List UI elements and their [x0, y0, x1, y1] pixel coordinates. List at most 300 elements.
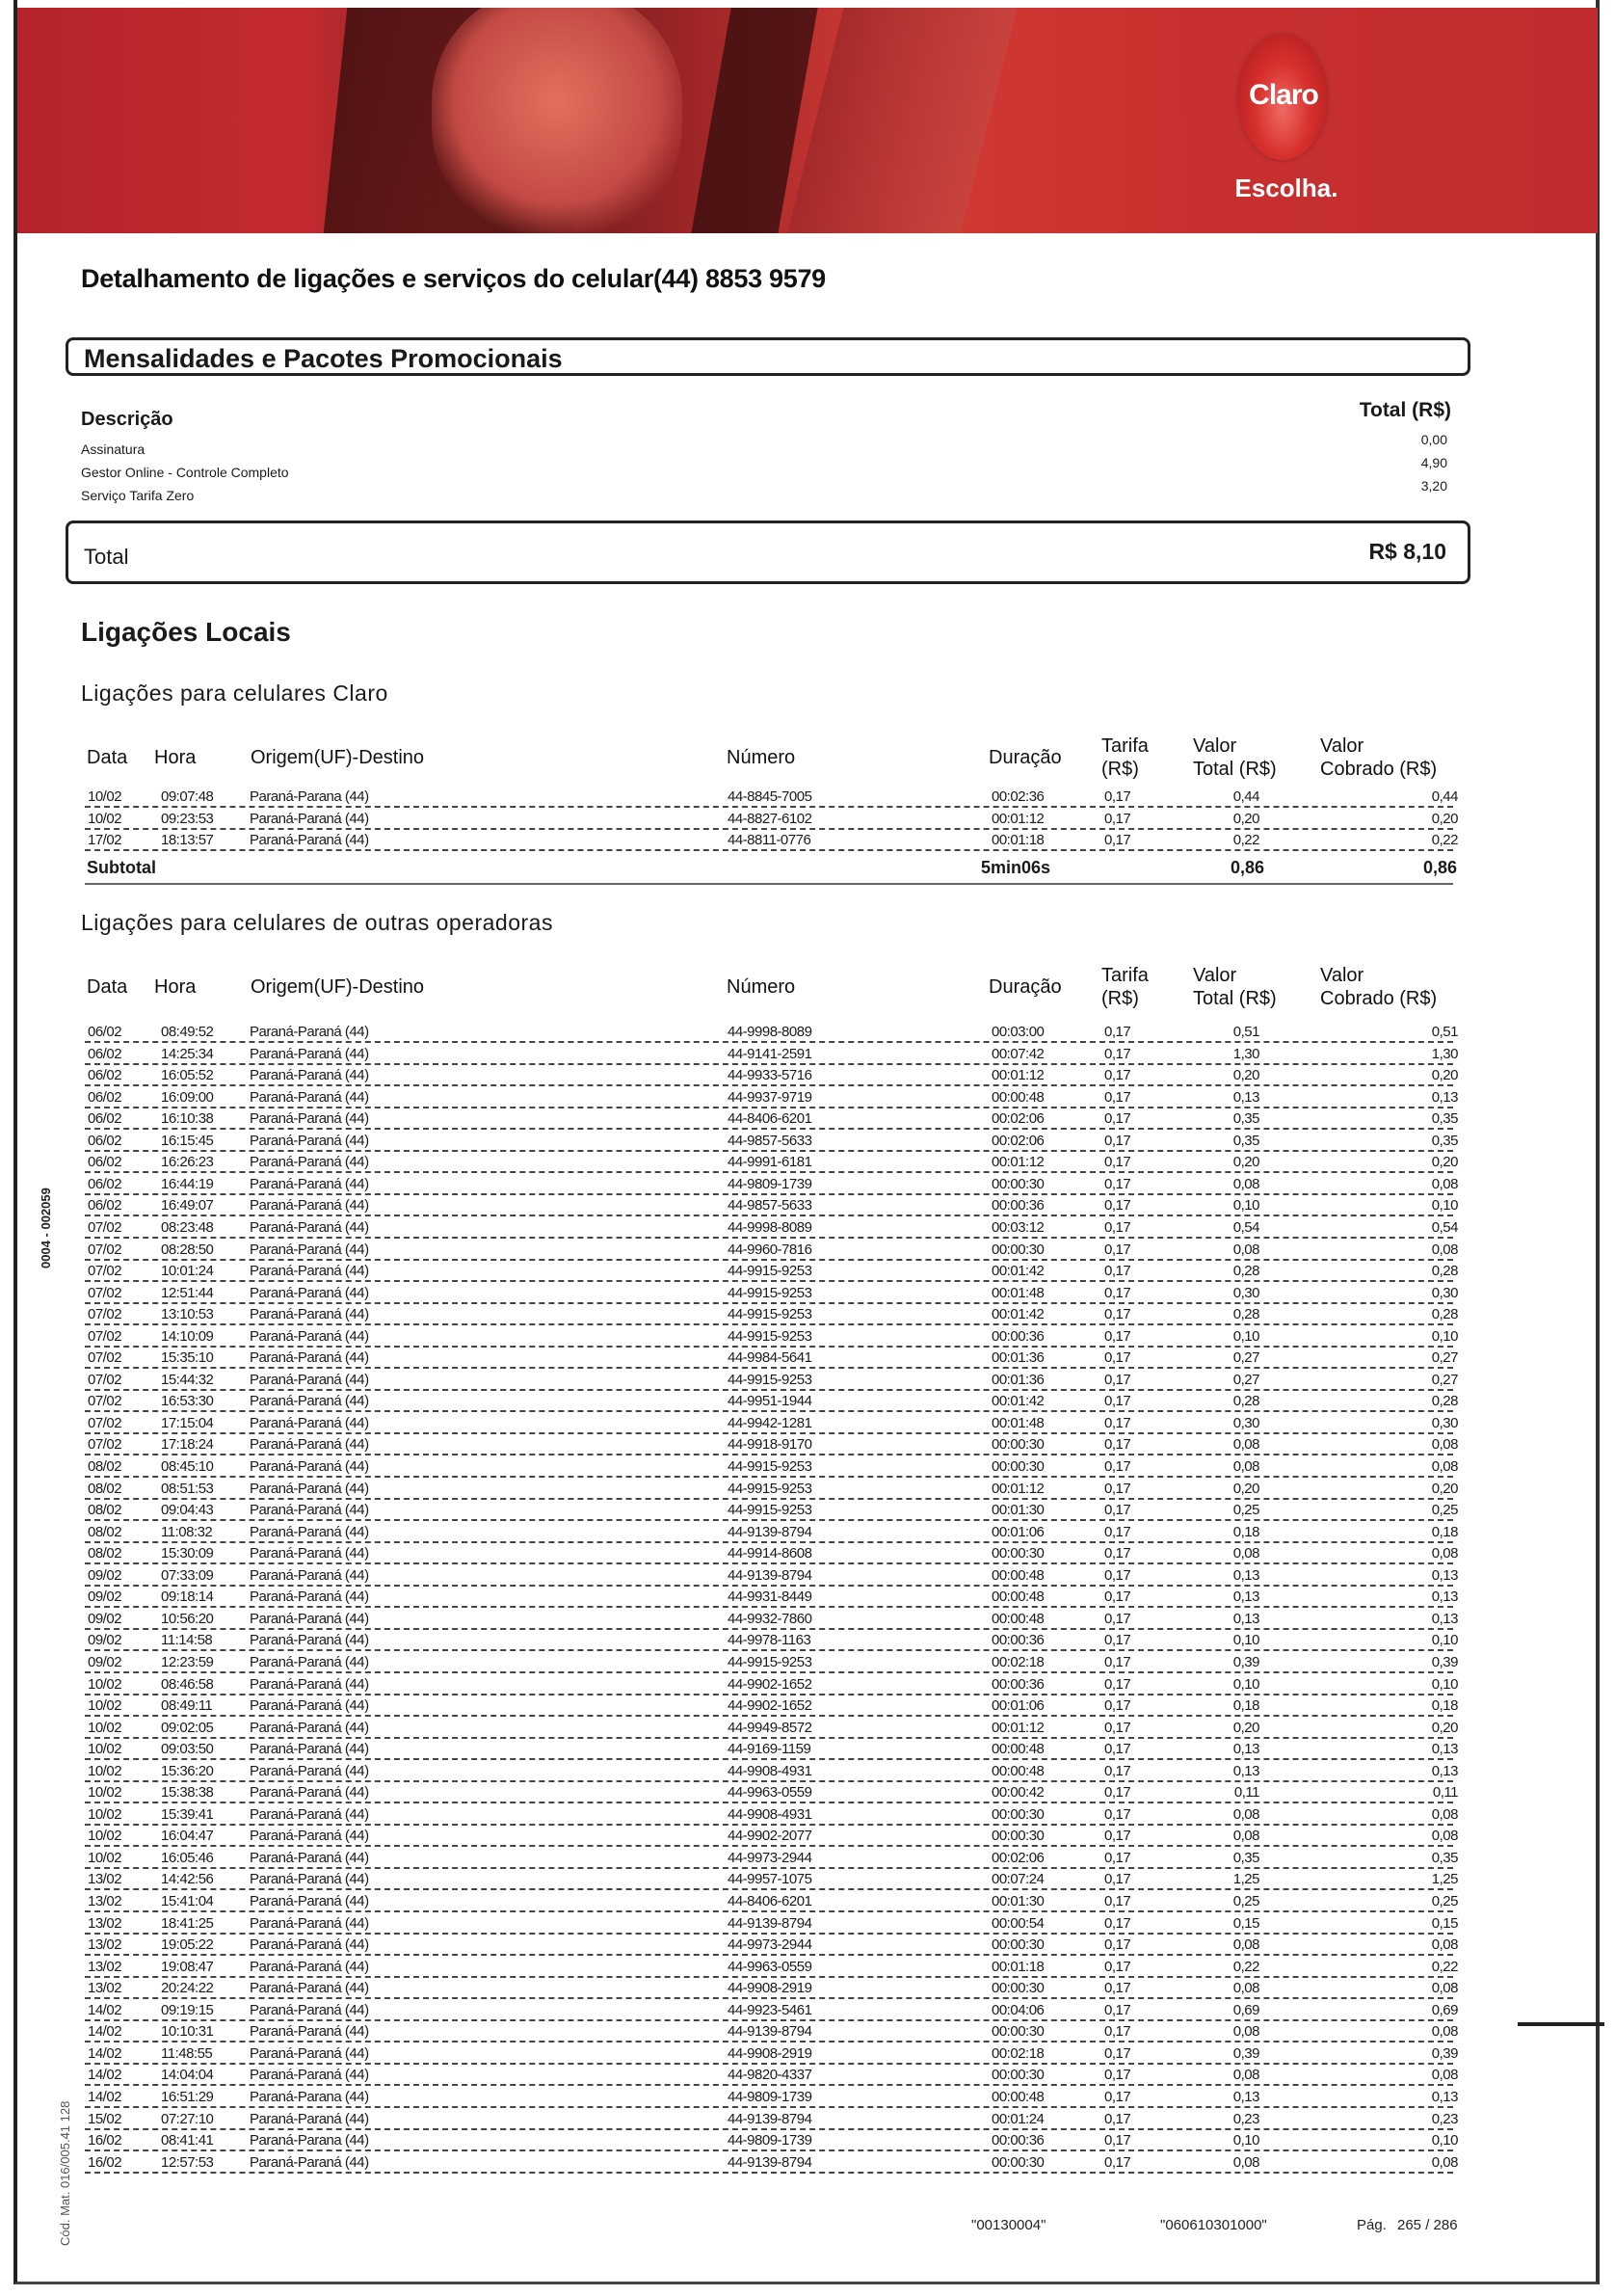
cell-hora: 16:51:29 [161, 2088, 214, 2105]
col-hora: Hora [154, 747, 197, 768]
table-row [85, 1498, 1458, 1521]
table-row [85, 1694, 1458, 1717]
cell-valor-cobrado: 0,25 [1431, 1893, 1458, 1909]
cell-hora: 08:49:11 [161, 1697, 213, 1715]
cell-valor-cobrado: 0,27 [1431, 1349, 1458, 1367]
cell-hora: 13:10:53 [161, 1306, 214, 1323]
cell-tarifa: 0,17 [1104, 1175, 1131, 1192]
cell-hora: 16:09:00 [161, 1088, 214, 1106]
table-row [85, 1716, 1458, 1739]
cell-hora: 17:15:04 [161, 1414, 214, 1431]
cell-hora: 07:33:09 [161, 1566, 214, 1584]
cell-origem: Paraná-Parana (44) [250, 2132, 369, 2149]
cell-hora: 12:51:44 [161, 1284, 214, 1301]
cell-duracao: 00:00:30 [992, 2023, 1045, 2041]
cell-valor-total: 0,22 [1232, 832, 1259, 848]
cell-hora: 15:44:32 [161, 1371, 214, 1388]
cell-numero: 44-9960-7816 [728, 1241, 812, 1258]
cell-origem: Paraná-Paraná (44) [250, 1088, 369, 1106]
cell-numero: 44-9998-8089 [728, 1218, 812, 1236]
brand-tagline: Escolha. [1234, 174, 1338, 202]
edge-mark [1518, 2022, 1604, 2026]
cell-data: 07/02 [88, 1349, 122, 1367]
cell-duracao: 00:01:30 [992, 1502, 1045, 1519]
cell-valor-cobrado: 0,10 [1431, 1197, 1458, 1215]
cell-origem: Paraná-Paraná (44) [250, 1241, 369, 1258]
cell-tarifa: 0,17 [1104, 1762, 1131, 1779]
header-banner [17, 8, 1598, 233]
cell-valor-total: 0,20 [1232, 1067, 1259, 1084]
cell-valor-cobrado: 0,20 [1431, 1154, 1458, 1171]
cell-tarifa: 0,17 [1104, 1393, 1131, 1410]
cell-duracao: 00:00:36 [992, 1632, 1045, 1649]
cell-tarifa: 0,17 [1104, 1632, 1131, 1649]
cell-numero: 44-9141-2591 [728, 1045, 812, 1062]
footer-page-number: 265 / 286 [1397, 2217, 1458, 2233]
cell-duracao: 00:01:48 [992, 1284, 1045, 1301]
cell-numero: 44-9915-9253 [728, 1502, 812, 1519]
cell-valor-cobrado: 0,13 [1431, 1088, 1458, 1106]
cell-valor-total: 0,08 [1232, 1828, 1259, 1845]
cell-origem: Paraná-Paraná (44) [250, 1154, 369, 1171]
cell-hora: 14:04:04 [161, 2067, 214, 2084]
cell-valor-total: 0,10 [1232, 1197, 1259, 1215]
cell-data: 10/02 [88, 1697, 122, 1715]
cell-origem: Paraná-Paraná (44) [250, 1349, 369, 1367]
cell-duracao: 00:00:48 [992, 1741, 1045, 1758]
cell-numero: 44-9914-8608 [728, 1545, 812, 1562]
cell-data: 14/02 [88, 2044, 122, 2062]
cell-numero: 44-9973-2944 [728, 1936, 812, 1954]
cell-data: 07/02 [88, 1393, 122, 1410]
cell-data: 08/02 [88, 1458, 122, 1475]
col-tarifa: Tarifa [1101, 735, 1149, 757]
cell-tarifa: 0,17 [1104, 2110, 1131, 2127]
cell-valor-cobrado: 0,69 [1431, 2001, 1458, 2018]
cell-origem: Paraná-Paraná (44) [250, 2044, 369, 2062]
cell-origem: Paraná-Paraná (44) [250, 1675, 369, 1693]
cell-valor-cobrado: 0,39 [1431, 2044, 1458, 2062]
table-row [85, 1672, 1458, 1695]
section-title: Ligações Locais [81, 617, 291, 647]
table-row [85, 1563, 1458, 1587]
cell-duracao: 00:01:30 [992, 1893, 1045, 1909]
cell-hora: 18:13:57 [161, 832, 214, 848]
cell-origem: Paraná-Paraná (44) [250, 1805, 369, 1823]
cell-tarifa: 0,17 [1104, 1871, 1131, 1888]
mensalidade-total: 3,20 [1420, 478, 1447, 494]
cell-hora: 08:45:10 [161, 1458, 214, 1475]
cell-valor-cobrado: 0,35 [1431, 1849, 1458, 1866]
table-row [85, 1911, 1458, 1935]
cell-duracao: 00:01:12 [992, 1067, 1045, 1084]
cell-hora: 17:18:24 [161, 1436, 214, 1454]
col-tarifa-unit: (R$) [1101, 988, 1139, 1009]
cell-data: 13/02 [88, 1936, 122, 1954]
cell-data: 14/02 [88, 2088, 122, 2105]
table-row [85, 1281, 1458, 1304]
cell-duracao: 00:00:30 [992, 1980, 1045, 1997]
cell-numero: 44-9139-8794 [728, 2153, 812, 2171]
cell-valor-total: 0,08 [1232, 2023, 1259, 2041]
cell-numero: 44-9902-1652 [728, 1697, 812, 1715]
cell-valor-cobrado: 0,08 [1431, 1436, 1458, 1454]
table-row [85, 1802, 1458, 1826]
col-valor-total: Valor [1193, 735, 1237, 757]
cell-origem: Paraná-Paraná (44) [250, 2001, 369, 2018]
cell-data: 14/02 [88, 2023, 122, 2041]
cell-valor-cobrado: 0,13 [1431, 1566, 1458, 1584]
cell-valor-cobrado: 0,20 [1431, 1480, 1458, 1497]
cell-numero: 44-9809-1739 [728, 1175, 812, 1192]
cell-duracao: 00:01:36 [992, 1349, 1045, 1367]
cell-tarifa: 0,17 [1104, 1893, 1131, 1909]
cell-tarifa: 0,17 [1104, 1805, 1131, 1823]
mensalidade-total: 0,00 [1420, 432, 1447, 447]
cell-duracao: 00:02:06 [992, 1849, 1045, 1866]
col-origem: Origem(UF)-Destino [251, 747, 425, 768]
cell-tarifa: 0,17 [1104, 1349, 1131, 1367]
cell-origem: Paraná-Paraná (44) [250, 1828, 369, 1845]
cell-duracao: 00:00:30 [992, 1241, 1045, 1258]
cell-valor-cobrado: 1,30 [1431, 1045, 1458, 1062]
cell-tarifa: 0,17 [1104, 2067, 1131, 2084]
cell-duracao: 00:01:12 [992, 810, 1045, 827]
cell-tarifa: 0,17 [1104, 1719, 1131, 1736]
cell-numero: 44-9908-4931 [728, 1762, 812, 1779]
cell-tarifa: 0,17 [1104, 2088, 1131, 2105]
cell-numero: 44-9915-9253 [728, 1480, 812, 1497]
cell-data: 10/02 [88, 1675, 122, 1693]
cell-hora: 10:10:31 [161, 2023, 214, 2041]
table-row [85, 1389, 1458, 1412]
brand-name: Claro [1249, 79, 1318, 111]
cell-valor-total: 0,11 [1233, 1784, 1259, 1802]
cell-numero: 44-9957-1075 [728, 1871, 812, 1888]
cell-valor-cobrado: 0,15 [1431, 1914, 1458, 1932]
cell-hora: 14:25:34 [161, 1045, 214, 1062]
table-row [85, 1432, 1458, 1455]
cell-numero: 44-9139-8794 [728, 2110, 812, 2127]
cell-valor-total: 0,18 [1232, 1523, 1259, 1540]
col-valor-total: Valor [1193, 965, 1237, 986]
cell-duracao: 00:01:06 [992, 1697, 1045, 1715]
cell-origem: Paraná-Paraná (44) [250, 2023, 369, 2041]
cell-origem: Paraná-Paraná (44) [250, 2110, 369, 2127]
cell-hora: 07:27:10 [161, 2110, 214, 2127]
cell-duracao: 00:02:18 [992, 2044, 1045, 2062]
cell-numero: 44-9915-9253 [728, 1263, 812, 1280]
cell-origem: Paraná-Paraná (44) [250, 1697, 369, 1715]
cell-duracao: 00:01:06 [992, 1523, 1045, 1540]
cell-hora: 15:38:38 [161, 1784, 214, 1802]
cell-numero: 44-9933-5716 [728, 1067, 812, 1084]
cell-hora: 09:23:53 [161, 810, 214, 827]
cell-duracao: 00:00:36 [992, 1327, 1045, 1345]
cell-origem: Paraná-Paraná (44) [250, 1024, 369, 1040]
cell-numero: 44-9915-9253 [728, 1458, 812, 1475]
cell-data: 13/02 [88, 1914, 122, 1932]
cell-valor-total: 0,20 [1232, 810, 1259, 827]
table-row [85, 1889, 1458, 1912]
cell-data: 07/02 [88, 1263, 122, 1280]
cell-duracao: 00:02:18 [992, 1653, 1045, 1670]
cell-numero: 44-9908-2919 [728, 1980, 812, 1997]
table-row [85, 1238, 1458, 1261]
cell-valor-total: 0,08 [1232, 1805, 1259, 1823]
table-row [85, 1215, 1458, 1239]
cell-valor-total: 0,10 [1232, 2132, 1259, 2149]
cell-duracao: 00:00:30 [992, 2153, 1045, 2171]
cell-data: 14/02 [88, 2001, 122, 2018]
cell-origem: Paraná-Paraná (44) [250, 1893, 369, 1909]
cell-data: 07/02 [88, 1306, 122, 1323]
cell-numero: 44-9931-8449 [728, 1589, 812, 1606]
cell-tarifa: 0,17 [1104, 1132, 1131, 1149]
cell-numero: 44-9984-5641 [728, 1349, 812, 1367]
cell-valor-total: 0,23 [1232, 2110, 1259, 2127]
cell-hora: 20:24:22 [161, 1980, 214, 1997]
cell-valor-total: 0,28 [1232, 1263, 1259, 1280]
cell-valor-total: 0,10 [1232, 1632, 1259, 1649]
cell-numero: 44-9139-8794 [728, 1914, 812, 1932]
col-hora: Hora [154, 976, 197, 998]
cell-numero: 44-9949-8572 [728, 1719, 812, 1736]
cell-origem: Paraná-Paraná (44) [250, 1132, 369, 1149]
cell-origem: Paraná-Paraná (44) [250, 1589, 369, 1606]
cell-tarifa: 0,17 [1104, 1110, 1131, 1128]
cell-hora: 09:19:15 [161, 2001, 214, 2018]
col-tarifa: Tarifa [1101, 965, 1149, 986]
cell-tarifa: 0,17 [1104, 1241, 1131, 1258]
table-row [85, 1780, 1458, 1803]
cell-numero: 44-9915-9253 [728, 1653, 812, 1670]
cell-origem: Paraná-Paraná (44) [250, 1784, 369, 1802]
cell-numero: 44-8845-7005 [728, 788, 812, 805]
table-row [85, 2063, 1458, 2086]
cell-data: 16/02 [88, 2153, 122, 2171]
cell-duracao: 00:00:42 [992, 1784, 1045, 1802]
cell-valor-total: 0,54 [1232, 1218, 1259, 1236]
cell-valor-cobrado: 0,20 [1431, 1067, 1458, 1084]
subtotal-label: Subtotal [87, 858, 156, 877]
cell-duracao: 00:00:30 [992, 1175, 1045, 1192]
col-numero: Número [727, 976, 796, 998]
cell-origem: Paraná-Paraná (44) [250, 1436, 369, 1454]
cell-hora: 08:46:58 [161, 1675, 214, 1693]
table-row [85, 2085, 1458, 2108]
cell-origem: Paraná-Paraná (44) [250, 1480, 369, 1497]
cell-valor-cobrado: 0,10 [1431, 2132, 1458, 2149]
cell-duracao: 00:01:42 [992, 1306, 1045, 1323]
cell-origem: Paraná-Parana (44) [250, 788, 369, 805]
cell-valor-total: 0,30 [1232, 1284, 1259, 1301]
cell-tarifa: 0,17 [1104, 1045, 1131, 1062]
cell-valor-total: 0,44 [1232, 788, 1259, 805]
cell-valor-cobrado: 0,13 [1431, 1762, 1458, 1779]
cell-numero: 44-9857-5633 [728, 1197, 812, 1215]
cell-numero: 44-9937-9719 [728, 1088, 812, 1106]
cell-origem: Paraná-Paraná (44) [250, 1175, 369, 1192]
cell-data: 10/02 [88, 788, 122, 805]
cell-valor-total: 0,08 [1232, 2153, 1259, 2171]
cell-data: 09/02 [88, 1653, 122, 1670]
cell-hora: 11:08:32 [161, 1523, 213, 1540]
cell-valor-total: 1,25 [1232, 1871, 1259, 1888]
cell-valor-total: 0,08 [1232, 1458, 1259, 1475]
table-row [85, 2019, 1458, 2042]
cell-duracao: 00:00:36 [992, 2132, 1045, 2149]
cell-numero: 44-9998-8089 [728, 1024, 812, 1040]
cell-tarifa: 0,17 [1104, 1067, 1131, 1084]
cell-valor-cobrado: 0,08 [1431, 1545, 1458, 1562]
cell-data: 10/02 [88, 1719, 122, 1736]
cell-duracao: 00:00:48 [992, 1589, 1045, 1606]
cell-duracao: 00:00:30 [992, 1936, 1045, 1954]
cell-hora: 09:18:14 [161, 1589, 214, 1606]
cell-tarifa: 0,17 [1104, 1980, 1131, 1997]
cell-data: 06/02 [88, 1045, 122, 1062]
cell-origem: Paraná-Parana (44) [250, 2088, 369, 2105]
cell-duracao: 00:01:18 [992, 832, 1045, 848]
cell-tarifa: 0,17 [1104, 1545, 1131, 1562]
cell-tarifa: 0,17 [1104, 1849, 1131, 1866]
cell-origem: Paraná-Paraná (44) [250, 1936, 369, 1954]
table-row [85, 1193, 1458, 1216]
cell-valor-total: 0,08 [1232, 1175, 1259, 1192]
cell-data: 10/02 [88, 1849, 122, 1866]
cell-tarifa: 0,17 [1104, 1589, 1131, 1606]
cell-tarifa: 0,17 [1104, 1502, 1131, 1519]
table-row [85, 1976, 1458, 1999]
table-row [85, 1607, 1458, 1630]
cell-numero: 44-9991-6181 [728, 1154, 812, 1171]
cell-numero: 44-9902-1652 [728, 1675, 812, 1693]
table-row [85, 807, 1458, 830]
cell-data: 07/02 [88, 1284, 122, 1301]
cell-origem: Paraná-Paraná (44) [250, 1045, 369, 1062]
cell-valor-total: 0,69 [1232, 2001, 1259, 2018]
col-valor-total-unit: Total (R$) [1193, 759, 1277, 780]
cell-origem: Paraná-Paraná (44) [250, 1110, 369, 1128]
cell-data: 07/02 [88, 1218, 122, 1236]
table-row [85, 2107, 1458, 2130]
cell-numero: 44-9932-7860 [728, 1610, 812, 1627]
cell-hora: 09:02:05 [161, 1719, 214, 1736]
cell-valor-total: 0,08 [1232, 1241, 1259, 1258]
cell-valor-total: 0,13 [1232, 1589, 1259, 1606]
table-row [85, 1063, 1458, 1086]
cell-duracao: 00:00:30 [992, 1805, 1045, 1823]
cell-valor-total: 0,13 [1232, 1566, 1259, 1584]
cell-hora: 16:49:07 [161, 1197, 214, 1215]
cell-valor-total: 0,08 [1232, 1936, 1259, 1954]
cell-hora: 15:36:20 [161, 1762, 214, 1779]
table-row [85, 1455, 1458, 1478]
cell-numero: 44-9963-0559 [728, 1784, 812, 1802]
cell-numero: 44-9915-9253 [728, 1284, 812, 1301]
cell-hora: 15:35:10 [161, 1349, 214, 1367]
cell-data: 10/02 [88, 1762, 122, 1779]
col-valor-cobrado: Valor [1320, 965, 1364, 986]
cell-hora: 15:39:41 [161, 1805, 214, 1823]
cell-hora: 10:01:24 [161, 1263, 214, 1280]
table-row [85, 1846, 1458, 1869]
cell-numero: 44-9915-9253 [728, 1327, 812, 1345]
cell-data: 06/02 [88, 1175, 122, 1192]
table-row [85, 2150, 1458, 2174]
cell-valor-cobrado: 0,08 [1431, 2067, 1458, 2084]
cell-duracao: 00:00:36 [992, 1675, 1045, 1693]
cell-valor-cobrado: 0,25 [1431, 1502, 1458, 1519]
cell-tarifa: 0,17 [1104, 832, 1131, 848]
cell-numero: 44-8406-6201 [728, 1893, 812, 1909]
cell-valor-total: 0,13 [1232, 2088, 1259, 2105]
cell-numero: 44-9915-9253 [728, 1371, 812, 1388]
mensalidade-total: 4,90 [1420, 455, 1447, 470]
table-row [85, 1150, 1458, 1173]
cell-origem: Paraná-Paraná (44) [250, 1067, 369, 1084]
cell-duracao: 00:01:42 [992, 1263, 1045, 1280]
cell-tarifa: 0,17 [1104, 1088, 1131, 1106]
cell-valor-total: 0,08 [1232, 1545, 1259, 1562]
table-row [85, 1346, 1458, 1369]
cell-numero: 44-9951-1944 [728, 1393, 812, 1410]
cell-valor-total: 0,30 [1232, 1414, 1259, 1431]
cell-tarifa: 0,17 [1104, 1414, 1131, 1431]
cell-valor-cobrado: 0,08 [1431, 1241, 1458, 1258]
mensalidades-title: Mensalidades e Pacotes Promocionais [84, 344, 563, 373]
col-origem: Origem(UF)-Destino [251, 976, 425, 998]
cell-valor-cobrado: 0,22 [1431, 1958, 1458, 1975]
cell-valor-cobrado: 0,30 [1431, 1414, 1458, 1431]
total-label: Total [84, 545, 129, 569]
cell-data: 06/02 [88, 1154, 122, 1171]
cell-duracao: 00:01:42 [992, 1393, 1045, 1410]
banner-photo-arm [781, 8, 1027, 233]
table-row [85, 1368, 1458, 1391]
cell-data: 07/02 [88, 1327, 122, 1345]
cell-hora: 11:48:55 [161, 2044, 213, 2062]
cell-duracao: 00:00:30 [992, 1458, 1045, 1475]
cell-numero: 44-8406-6201 [728, 1110, 812, 1128]
cell-valor-cobrado: 0,08 [1431, 2023, 1458, 2041]
cell-hora: 16:10:38 [161, 1110, 214, 1128]
cell-data: 09/02 [88, 1632, 122, 1649]
cell-origem: Paraná-Paraná (44) [250, 2153, 369, 2171]
cell-valor-total: 0,28 [1232, 1393, 1259, 1410]
cell-valor-cobrado: 0,11 [1432, 1784, 1458, 1802]
cell-valor-cobrado: 0,13 [1431, 1589, 1458, 1606]
cell-valor-total: 0,13 [1232, 1762, 1259, 1779]
cell-valor-total: 0,08 [1232, 1980, 1259, 1997]
cell-valor-cobrado: 0,20 [1431, 1719, 1458, 1736]
cell-duracao: 00:04:06 [992, 2001, 1045, 2018]
cell-hora: 08:23:48 [161, 1218, 214, 1236]
cell-hora: 15:30:09 [161, 1545, 214, 1562]
cell-data: 10/02 [88, 810, 122, 827]
cell-tarifa: 0,17 [1104, 1697, 1131, 1715]
cell-valor-cobrado: 0,08 [1431, 1458, 1458, 1475]
cell-numero: 44-9169-1159 [728, 1741, 811, 1758]
cell-valor-cobrado: 0,51 [1431, 1024, 1458, 1040]
cell-tarifa: 0,17 [1104, 1675, 1131, 1693]
cell-tarifa: 0,17 [1104, 1218, 1131, 1236]
cell-data: 06/02 [88, 1197, 122, 1215]
cell-duracao: 00:00:48 [992, 2088, 1045, 2105]
cell-tarifa: 0,17 [1104, 788, 1131, 805]
table-row [85, 2128, 1458, 2151]
